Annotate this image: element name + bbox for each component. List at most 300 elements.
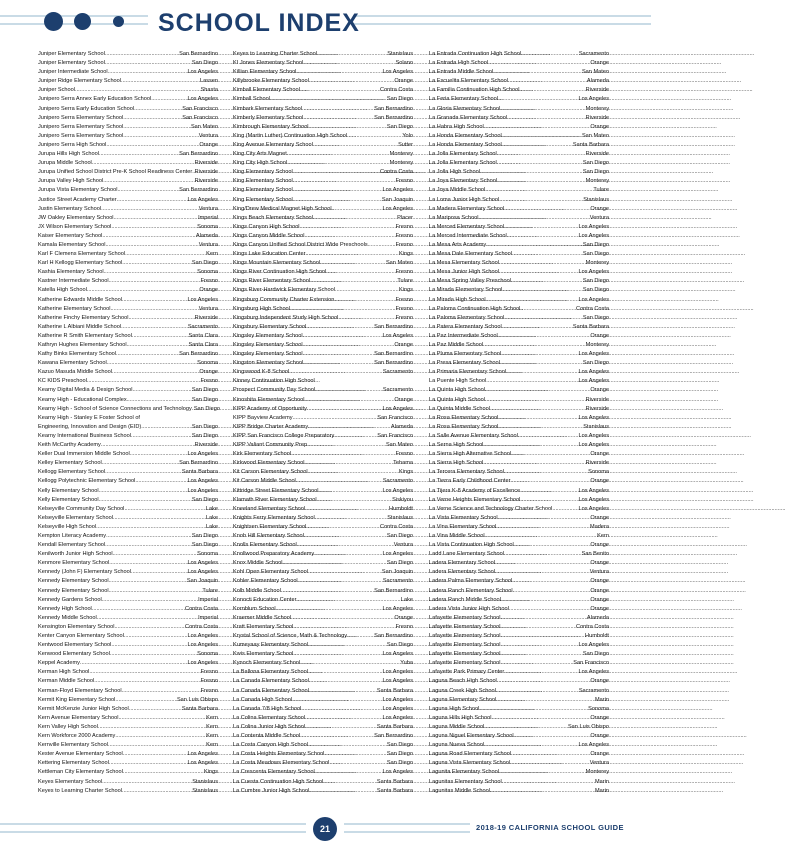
school-name: Laguna Niguel Elementary School <box>429 733 514 740</box>
dot-leader <box>498 95 578 104</box>
school-name: La Sierra High School <box>429 460 484 467</box>
school-name: Jurupa Unified School District Pre-K School Readiness Center <box>38 169 193 176</box>
county-name: Humboldt <box>585 633 609 639</box>
county-name: Sacramento <box>187 323 218 330</box>
dot-leader <box>102 596 198 605</box>
dot-leader <box>302 105 374 114</box>
school-name: La Mesa Arts Academy <box>429 241 487 248</box>
county-name: Orange <box>199 369 218 376</box>
county-name: Contra Costa <box>185 623 218 630</box>
index-entry <box>233 677 413 686</box>
index-entry <box>429 532 609 541</box>
school-name: Kratt Elementary School <box>233 623 294 630</box>
index-entry <box>429 105 609 114</box>
school-name: Kenilworth Junior High School <box>38 551 113 558</box>
dot-leader <box>502 323 573 332</box>
school-name: La Sierra High Alternative School <box>429 451 512 458</box>
county-name: Alameda <box>586 614 609 621</box>
school-name: Kennedy (John F) Elementary School <box>38 569 131 576</box>
county-name: Siskiyou <box>392 496 413 503</box>
dot-leader <box>123 123 191 132</box>
school-name: La Paloma Elementary School <box>429 314 505 321</box>
index-entry <box>429 150 609 159</box>
dot-leader <box>507 114 586 123</box>
dot-leader <box>99 150 179 159</box>
dot-leader <box>332 205 383 214</box>
county-name: Stanislaus <box>387 514 413 521</box>
index-entry <box>233 205 413 214</box>
school-name: La Feria Elementary School <box>429 96 499 103</box>
index-entry <box>38 632 218 641</box>
index-entry <box>233 623 413 632</box>
index-entry <box>429 259 609 268</box>
index-entry <box>38 468 218 477</box>
dot-leader <box>105 468 182 477</box>
county-name: Alameda <box>390 423 413 430</box>
school-name: Kit Carson Middle School <box>233 478 296 485</box>
county-name: Sonoma <box>197 651 218 658</box>
county-name: Ventura <box>198 132 218 139</box>
county-name: Los Angeles <box>187 478 218 485</box>
county-name: Los Angeles <box>578 378 609 385</box>
index-entry <box>38 286 218 295</box>
county-name: Kern <box>206 742 218 749</box>
dot-leader <box>135 477 187 486</box>
dot-leader <box>99 496 192 505</box>
county-name: Ventura <box>198 205 218 212</box>
county-name: Alameda <box>195 232 218 239</box>
county-name: Fresno <box>395 241 413 248</box>
school-name: JX Wilson Elementary School <box>38 223 112 230</box>
dot-leader <box>303 332 383 341</box>
school-name: Kelseyville Community Day School <box>38 505 125 512</box>
index-entry <box>429 441 609 450</box>
school-name: Kearny Digital Media & Design School <box>38 387 133 394</box>
dot-leader <box>508 77 587 86</box>
index-entry <box>429 114 609 123</box>
county-name: Sonoma <box>197 551 218 558</box>
index-entry <box>38 768 218 777</box>
index-entry <box>429 487 609 496</box>
school-name: Konocti Education Center <box>233 596 297 603</box>
school-name: Junipero Serra Elementary School <box>38 132 124 139</box>
dot-leader <box>310 277 397 286</box>
school-name: Ladera Vista Junior High School <box>429 605 509 612</box>
school-name: Lafayette Elementary School <box>429 651 501 658</box>
school-name: Katherine Finchy Elementary School <box>38 314 129 321</box>
dot-leader <box>308 423 391 432</box>
index-entry <box>429 614 609 623</box>
school-name: La Vista Elementary School <box>429 514 498 521</box>
index-entry <box>429 596 609 605</box>
county-name: San Bernardino <box>374 587 413 594</box>
index-entry <box>38 232 218 241</box>
county-name: Contra Costa <box>380 87 413 94</box>
dot-leader <box>300 732 374 741</box>
dot-leader <box>309 787 377 796</box>
dot-leader <box>498 514 591 523</box>
school-name: La Costa Heights Elementary School <box>233 751 325 758</box>
index-entry <box>429 714 609 723</box>
school-name: Knightsen Elementary School <box>233 523 307 530</box>
index-entry <box>429 514 609 523</box>
county-name: Sacramento <box>382 387 413 394</box>
dot-leader <box>305 505 389 514</box>
dot-leader <box>109 759 188 768</box>
county-name: Fresno <box>395 269 413 276</box>
index-entry <box>233 532 413 541</box>
page-title: SCHOOL INDEX <box>158 9 360 37</box>
school-name: Kennedy Elementary School <box>38 578 109 585</box>
index-entry <box>38 223 218 232</box>
dot-leader <box>317 496 393 505</box>
dot-leader <box>118 186 180 195</box>
county-name: Solano <box>395 60 413 67</box>
county-name: San Luis Obispo <box>176 696 218 703</box>
index-entry <box>429 396 609 405</box>
county-name: Kern <box>206 723 218 730</box>
dot-leader <box>314 550 382 559</box>
dot-leader <box>290 305 396 314</box>
school-name: Kohl Open Elementary School <box>233 569 308 576</box>
dot-leader <box>287 150 390 159</box>
school-name: Kimbrough Elementary School <box>233 123 309 130</box>
county-name: Kern <box>206 714 218 721</box>
county-name: Fresno <box>395 623 413 630</box>
county-name: San Francisco <box>377 414 413 421</box>
school-name: Kingsburg Community Charter Extension <box>233 296 335 303</box>
index-entry <box>233 95 413 104</box>
index-entry <box>429 159 609 168</box>
county-name: Yolo <box>402 132 413 139</box>
dot-leader <box>513 587 591 596</box>
dot-leader <box>293 623 395 632</box>
index-entry <box>38 550 218 559</box>
school-name: Kings Canyon Middle School <box>233 232 305 239</box>
school-name: Laguna Beach High School <box>429 678 497 685</box>
index-entry <box>429 59 609 68</box>
dot-leader <box>488 59 590 68</box>
county-name: San Mateo <box>581 69 609 76</box>
school-name: Juniper Intermediate School <box>38 69 108 76</box>
dot-leader <box>115 623 186 632</box>
index-entry <box>38 95 218 104</box>
index-entry <box>233 214 413 223</box>
school-name: La Colina Elementary School <box>233 714 306 721</box>
dot-leader <box>368 241 396 250</box>
county-name: Los Angeles <box>578 351 609 358</box>
county-name: San Bernardino <box>374 105 413 112</box>
index-entry <box>233 296 413 305</box>
county-name: Lake <box>400 596 413 603</box>
dot-leader <box>116 350 179 359</box>
dot-leader <box>276 605 383 614</box>
dot-leader <box>484 723 568 732</box>
dot-leader <box>315 386 383 395</box>
school-name: Kelseyville High School <box>38 523 97 530</box>
header-bar <box>0 7 651 37</box>
dot-leader <box>334 296 395 305</box>
county-name: Fresno <box>395 451 413 458</box>
county-name: San Francisco <box>182 105 218 112</box>
dot-leader <box>125 250 206 259</box>
school-name: Kerman Middle School <box>38 678 95 685</box>
school-name: KIPP Bridge Charter Academy <box>233 423 309 430</box>
county-name: Ventura <box>198 305 218 312</box>
index-entry <box>429 405 609 414</box>
county-name: Orange <box>590 596 609 603</box>
index-entry <box>429 186 609 195</box>
dot-leader <box>105 50 179 59</box>
county-name: Los Angeles <box>578 223 609 230</box>
county-name: San Mateo <box>385 260 413 267</box>
school-name: Kit Carson Elementary School <box>233 469 308 476</box>
index-entry <box>429 523 609 532</box>
school-name: KIPP Academy of Opportunity <box>233 405 307 412</box>
page-number: 21 <box>313 817 337 841</box>
index-entry <box>38 86 218 95</box>
index-entry <box>233 778 413 787</box>
dot-leader <box>113 550 198 559</box>
index-entry <box>429 732 609 741</box>
dot-leader <box>122 687 201 696</box>
school-name: Keyes to Learning Charter School <box>233 51 317 57</box>
dot-leader <box>115 696 177 705</box>
school-name: Kwis Elementary School <box>233 651 294 658</box>
county-name: San Mateo <box>385 442 413 449</box>
index-entry <box>233 587 413 596</box>
index-entry <box>38 614 218 623</box>
index-entry <box>233 177 413 186</box>
index-entry <box>233 323 413 332</box>
county-name: Sacramento <box>578 687 609 694</box>
index-entry <box>38 577 218 586</box>
index-entry <box>233 250 413 259</box>
dot-leader <box>131 568 188 577</box>
school-name: Ladera Elementary School <box>429 569 495 576</box>
dot-leader <box>122 259 192 268</box>
school-name: Kern Workforce 2000 Academy <box>38 733 116 740</box>
school-name: KC KIDS Preschool <box>38 378 87 385</box>
county-name: Santa Barbara <box>376 687 413 694</box>
dot-leader <box>305 459 394 468</box>
school-name: La Jolla Elementary School <box>429 151 497 158</box>
county-name: San Diego <box>582 360 609 367</box>
dot-leader <box>97 614 198 623</box>
dot-leader <box>129 705 182 714</box>
county-name: Monterey <box>585 769 609 776</box>
county-name: Monterey <box>585 342 609 348</box>
dot-leader <box>313 214 397 223</box>
index-entry <box>429 677 609 686</box>
school-name: Kermit King Elementary School <box>38 696 116 703</box>
index-entry <box>429 132 609 141</box>
index-entry <box>38 705 218 714</box>
dot-leader <box>293 177 396 186</box>
county-name: Kern <box>597 532 609 539</box>
index-entry <box>233 105 413 114</box>
school-name: Keyes Elementary School <box>38 778 103 785</box>
school-name: Keyes to Learning Charter School <box>38 787 122 794</box>
school-name: Knob Hill Elementary School <box>233 532 304 539</box>
school-name: Junipero Serra Elementary School <box>38 123 124 130</box>
index-entry <box>233 405 413 414</box>
index-entry <box>38 496 218 505</box>
school-name: La Puente High School <box>429 378 487 385</box>
dot-leader <box>521 50 579 59</box>
dot-leader <box>329 759 386 768</box>
school-name: Ladera Palma Elementary School <box>429 578 513 585</box>
dot-leader <box>511 277 583 286</box>
dot-leader <box>102 459 179 468</box>
school-name: Karl F Clemens Elementary School <box>38 251 126 258</box>
dot-leader <box>300 223 396 232</box>
index-entry <box>429 468 609 477</box>
county-name: Contra Costa <box>185 605 218 612</box>
dot-leader <box>497 177 586 186</box>
county-name: Los Angeles <box>187 633 218 639</box>
county-name: San Diego <box>582 160 609 167</box>
index-entry <box>429 705 609 714</box>
school-name: La Presa Elementary School <box>429 360 500 367</box>
county-name: San Joaquin <box>381 196 413 203</box>
county-name: San Joaquin <box>381 569 413 576</box>
index-entry <box>429 768 609 777</box>
dot-leader <box>94 677 200 686</box>
school-name: Kelly Elementary School <box>38 487 99 494</box>
index-entry <box>38 541 218 550</box>
dot-leader <box>99 487 188 496</box>
county-name: Santa Barbara <box>376 723 413 730</box>
county-name: San Francisco <box>377 432 413 439</box>
county-name: San Diego <box>582 251 609 258</box>
school-name: Karl H Kellogg Elementary School <box>38 260 123 267</box>
dot-leader <box>501 659 574 668</box>
dot-leader <box>479 705 588 714</box>
dot-leader <box>514 541 591 550</box>
dot-leader <box>308 741 387 750</box>
dot-leader <box>484 741 578 750</box>
index-entry <box>233 450 413 459</box>
county-name: San Bernardino <box>374 633 413 639</box>
county-name: Santa Barbara <box>572 141 609 148</box>
school-name: Lagunitas Elementary School <box>429 778 502 785</box>
county-name: Contra Costa <box>380 523 413 530</box>
index-entry <box>429 386 609 395</box>
county-name: Orange <box>199 287 218 294</box>
index-entry <box>233 741 413 750</box>
dot-leader <box>87 286 200 295</box>
county-name: Los Angeles <box>187 760 218 767</box>
dot-leader <box>504 223 579 232</box>
school-name: Kern Valley High School <box>38 723 98 730</box>
dot-leader <box>552 505 578 514</box>
county-name: Fresno <box>200 669 218 676</box>
index-column-3 <box>429 50 609 796</box>
dot-leader <box>497 159 583 168</box>
index-entry <box>429 668 609 677</box>
index-entry <box>429 305 609 314</box>
school-name: Ladera Ranch Elementary School <box>429 587 513 594</box>
dot-leader <box>121 77 200 86</box>
index-entry <box>429 296 609 305</box>
index-entry <box>233 614 413 623</box>
dot-leader <box>504 550 582 559</box>
county-name: Sutter <box>398 141 413 148</box>
county-name: San Mateo <box>581 132 609 139</box>
county-name: Orange <box>199 141 218 148</box>
index-entry <box>38 123 218 132</box>
dot-leader <box>98 723 206 732</box>
dot-leader <box>293 650 382 659</box>
index-entry <box>233 505 413 514</box>
county-name: Sonoma <box>588 469 609 476</box>
county-name: Los Angeles <box>187 560 218 567</box>
school-name: Kolb Middle School <box>233 587 281 594</box>
dot-leader <box>496 696 595 705</box>
school-name: Knox Middle School <box>233 560 283 567</box>
index-entry <box>38 677 218 686</box>
county-name: San Diego <box>191 60 218 67</box>
index-entry <box>233 414 413 423</box>
school-name: La Canada Elementary School <box>233 678 309 685</box>
index-entry <box>233 268 413 277</box>
school-name: Kynoch Elementary School <box>233 660 301 667</box>
dot-leader <box>89 668 200 677</box>
school-name: Kohler Elementary School <box>233 578 298 585</box>
index-entry <box>429 86 609 95</box>
county-name: San Diego <box>386 123 413 130</box>
school-name: Kingsburg Independent Study High School <box>233 314 339 321</box>
dot-leader <box>127 341 189 350</box>
index-entry <box>233 232 413 241</box>
county-name: Orange <box>590 542 609 549</box>
county-name: Los Angeles <box>578 505 609 512</box>
county-name: Los Angeles <box>382 205 413 212</box>
school-name: Kingsley Elementary School <box>233 342 303 348</box>
county-name: San Diego <box>582 278 609 285</box>
dot-leader <box>497 150 586 159</box>
county-name: Riverside <box>585 396 609 403</box>
index-entry <box>233 477 413 486</box>
county-name: Los Angeles <box>187 196 218 203</box>
index-entry <box>233 514 413 523</box>
county-name: San Bernardino <box>179 460 218 467</box>
index-entry <box>429 277 609 286</box>
school-name: Kettering Elementary School <box>38 760 109 767</box>
dot-leader <box>485 532 598 541</box>
index-entry <box>38 477 218 486</box>
school-name: La Tierra Early Childhood Center <box>429 478 511 485</box>
decorative-dot-icon <box>44 12 63 31</box>
school-name: La Loma Junior High School <box>429 196 500 203</box>
index-entry <box>429 250 609 259</box>
school-name: King Elementary School <box>233 169 293 176</box>
county-name: Orange <box>590 605 609 612</box>
dot-leader <box>309 677 383 686</box>
county-name: Lake <box>205 523 218 530</box>
index-entry <box>38 687 218 696</box>
school-name: Laguna Nueva School <box>429 742 485 749</box>
dot-leader <box>305 714 382 723</box>
dot-leader <box>122 787 192 796</box>
county-name: Orange <box>590 478 609 485</box>
county-name: Los Angeles <box>187 296 218 303</box>
school-name: La Paloma Continuation High School <box>429 305 521 312</box>
index-entry <box>429 332 609 341</box>
index-entry <box>38 186 218 195</box>
dot-leader <box>151 95 187 104</box>
